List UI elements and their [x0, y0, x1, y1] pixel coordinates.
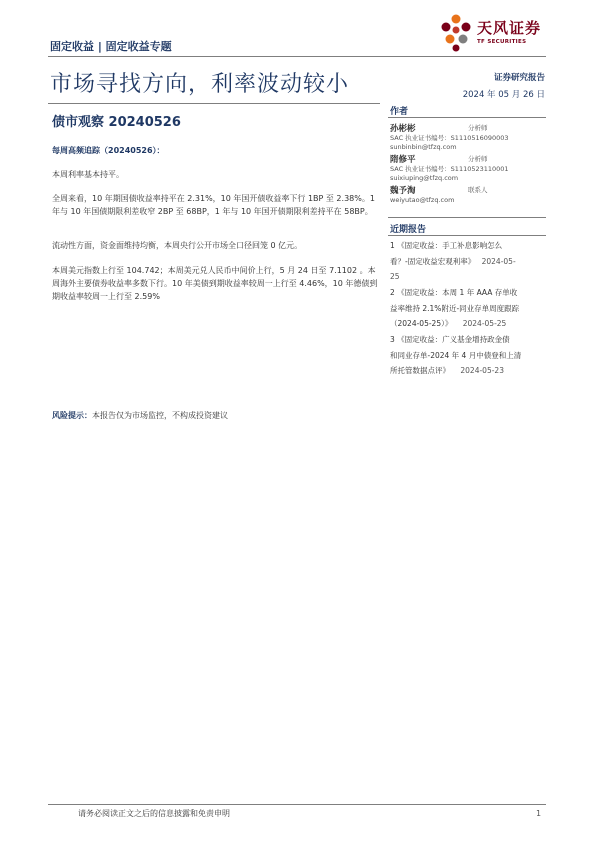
author-email[interactable]: weiyutao@tfzq.com	[390, 196, 455, 204]
logo-text-en: TF SECURITIES	[477, 39, 527, 45]
authors-heading: 作者	[390, 107, 409, 117]
author-role: 分析师	[468, 155, 488, 163]
footer-disclaimer: 请务必阅读正文之后的信息披露和免责申明	[78, 809, 230, 818]
body-paragraph-3: 流动性方面，资金面维持均衡，本周央行公开市场全口径回笼 0 亿元。	[52, 241, 303, 250]
recent-report-line: 25	[390, 272, 400, 281]
recent-report-date: 2024-05-23	[460, 366, 504, 375]
risk-text: 本报告仅为市场监控，不构成投资建议	[92, 411, 228, 420]
recent-divider-top	[388, 217, 546, 218]
recent-report-line: 2 《固定收益：本周 1 年 AAA 存单收	[390, 288, 518, 297]
author-entry	[390, 184, 550, 205]
recent-report-line: 1 《固定收益：手工补息影响怎么	[390, 241, 503, 250]
author-email[interactable]: sunbinbin@tfzq.com	[390, 143, 457, 151]
body-paragraph-1: 本周利率基本持平。	[52, 170, 124, 179]
header-divider	[48, 56, 546, 57]
title-divider	[48, 103, 380, 104]
author-cert: SAC 执业证书编号：S1110516090003	[390, 134, 509, 142]
recent-report-line: 3 《固定收益：广义基金增持政金债	[390, 335, 510, 344]
author-name: 隋修平	[390, 155, 416, 165]
authors-divider	[388, 117, 546, 118]
author-email[interactable]: suixiuping@tfzq.com	[390, 174, 459, 182]
report-title: 市场寻找方向，利率波动较小	[50, 72, 350, 97]
risk-notice	[52, 410, 228, 421]
report-date: 2024 年 05 月 26 日	[462, 90, 545, 100]
author-entry	[390, 122, 550, 152]
author-cert: SAC 执业证书编号：S1110523110001	[390, 165, 509, 173]
report-type: 证券研究报告	[493, 73, 545, 83]
section-label: 固定收益 | 固定收益专题	[50, 40, 172, 53]
risk-label: 风险提示：	[52, 411, 92, 420]
body-heading: 每周高频追踪（20240526）：	[52, 146, 165, 155]
recent-report-item[interactable]	[390, 238, 546, 285]
recent-reports-heading: 近期报告	[390, 225, 427, 235]
author-role: 联系人	[468, 186, 488, 194]
report-subtitle: 债市观察 20240526	[52, 115, 181, 130]
logo-flower-icon	[438, 13, 474, 53]
body-paragraph-4: 本周美元指数上行至 104.742；本周美元兑人民币中间价上行，5 月 24 日至 7.1102 。本周海外主要债券收益率多数下行。10 年美债到期收益率较周一上行至 4.46%，10 年德债到期收益率较周一上行至 2.59%	[52, 266, 378, 301]
body-paragraph-2: 全周来看，10 年期国债收益率持平在 2.31%，10 年国开债收益率下行 1BP 至 2.38%。1 年与 10 年国债期限利差收窄 2BP 至 68BP，1 年与 10 年国开债期限利差持平在 58BP。	[52, 194, 375, 216]
author-role: 分析师	[468, 124, 488, 132]
logo-text-cn: 天风证券	[477, 19, 542, 37]
author-name: 魏予淘	[390, 186, 416, 196]
footer-divider	[48, 804, 546, 805]
page-number: 1	[536, 809, 542, 818]
recent-report-date: 2024-05-	[481, 256, 516, 266]
recent-report-line: 益率维持 2.1%附近-同业存单周度跟踪	[390, 303, 520, 313]
recent-report-line: 看？-固定收益宏观利率》	[390, 256, 476, 266]
recent-report-line: 所托管数据点评》	[390, 366, 450, 375]
recent-report-line: （2024-05-25）》	[390, 319, 453, 328]
author-name: 孙彬彬	[390, 124, 416, 134]
recent-report-date: 2024-05-25	[462, 319, 507, 328]
recent-divider	[388, 235, 546, 236]
recent-report-item[interactable]	[390, 332, 546, 379]
recent-report-item[interactable]	[390, 285, 546, 332]
author-entry	[390, 153, 550, 183]
recent-report-line: 和同业存单-2024 年 4 月中债登和上清	[390, 350, 522, 360]
